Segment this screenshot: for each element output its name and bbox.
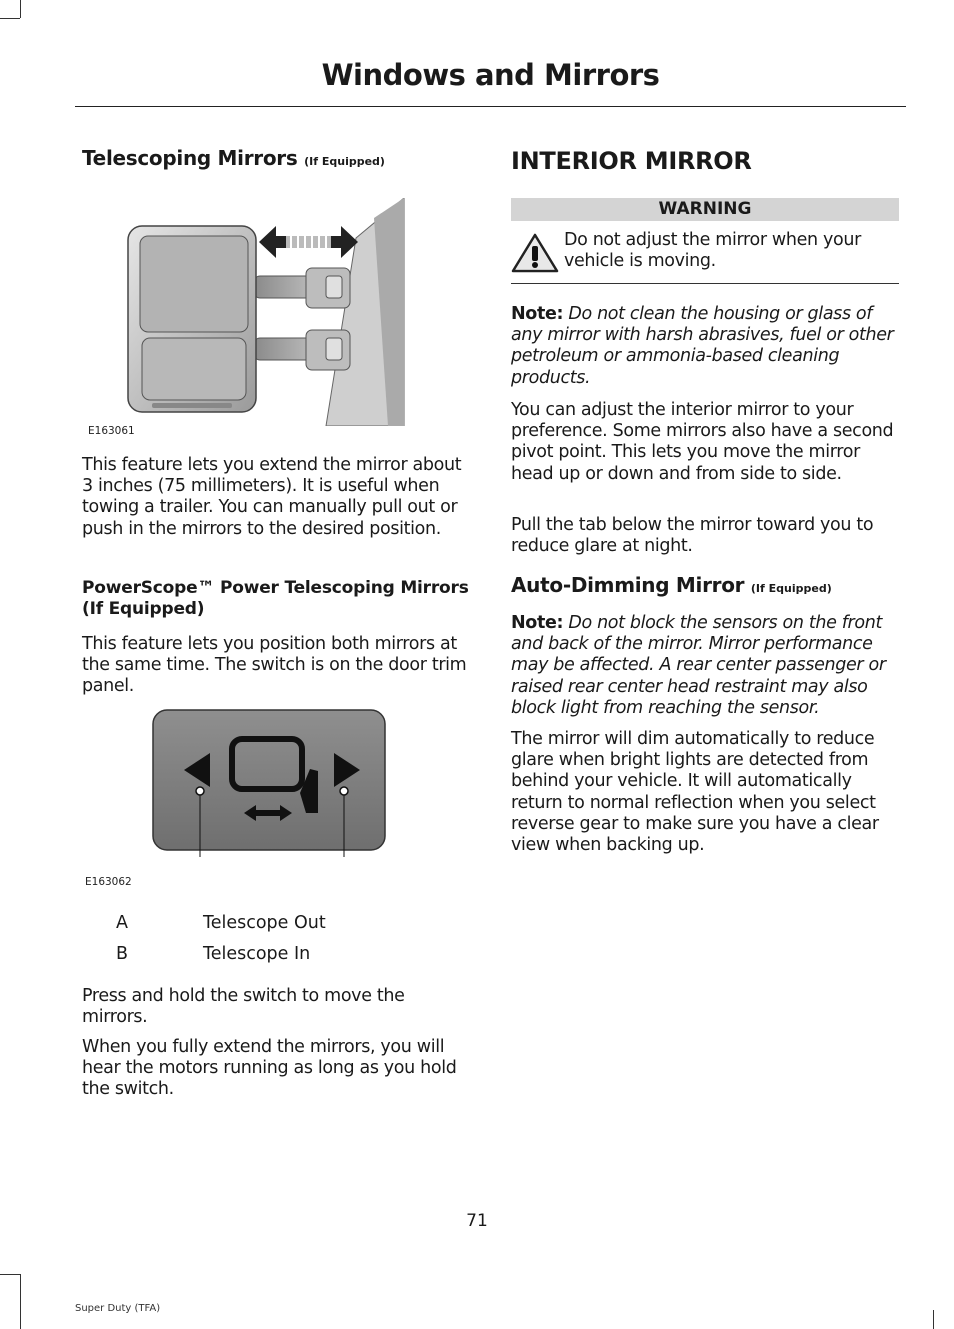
- crop-mark: [933, 1310, 934, 1329]
- crop-mark: [20, 0, 21, 18]
- auto-dimming-paragraph: The mirror will dim automatically to reduce glare when bright lights are detected from behind your vehicle. It will automatically return to normal reflection when you select reverse gear to make sure you have a clear view when backing up.: [511, 729, 879, 856]
- auto-dimming-note: [511, 613, 903, 719]
- crop-mark: [20, 1274, 21, 1329]
- note-label: Note:: [511, 304, 564, 324]
- fully-extend-paragraph: When you fully extend the mirrors, you will hear the motors running as long as you hold the switch.: [82, 1037, 457, 1100]
- telescoping-mirrors-heading: Telescoping Mirrors (If Equipped): [82, 146, 385, 170]
- interior-note: [511, 304, 903, 389]
- press-hold-paragraph: Press and hold the switch to move the mirrors.: [82, 986, 405, 1028]
- telescoping-mirror-illustration: [126, 198, 406, 426]
- legend-label: Telescope In: [203, 944, 311, 964]
- note-label: Note:: [511, 613, 564, 633]
- interior-adjust-paragraph: You can adjust the interior mirror to your preference. Some mirrors also have a second pivot point. This lets you move the mirror head up or down and from side to side.: [511, 400, 894, 484]
- title-divider: [75, 106, 906, 107]
- note-text: Do not block the sensors on the front and back of the mirror. Mirror performance may be affected. A rear center passenger or raised rear center head restraint may also block light from reaching the sensor.: [511, 613, 886, 718]
- powerscope-paragraph: This feature lets you position both mirrors at the same time. The switch is on the door trim panel.: [82, 634, 467, 697]
- telescoping-paragraph: This feature lets you extend the mirror about 3 inches (75 millimeters). It is useful when towing a trailer. You can manually pull out or push in the mirrors to the desired position.: [82, 455, 462, 539]
- footer-text: Super Duty (TFA): [75, 1303, 161, 1314]
- interior-tab-paragraph: Pull the tab below the mirror toward you to reduce glare at night.: [511, 515, 874, 557]
- crop-mark: [0, 1274, 20, 1275]
- powerscope-heading: PowerScope™ Power Telescoping Mirrors (If Equipped): [82, 578, 469, 619]
- legend-label: Telescope Out: [203, 913, 326, 933]
- warning-text: Do not adjust the mirror when your vehicle is moving.: [564, 230, 861, 272]
- legend-key: B: [116, 944, 129, 964]
- note-text: Do not clean the housing or glass of any mirror with harsh abrasives, fuel or other petroleum or ammonia-based cleaning products.: [511, 304, 894, 388]
- auto-dimming-heading: Auto-Dimming Mirror (If Equipped): [511, 573, 832, 597]
- figure-code: E163062: [85, 876, 132, 888]
- crop-mark: [0, 18, 20, 19]
- legend-key: A: [116, 913, 128, 933]
- powerscope-switch-illustration: [152, 709, 388, 857]
- warning-banner: WARNING: [511, 198, 899, 221]
- figure-code: E163061: [88, 425, 135, 437]
- page-number: 71: [466, 1211, 488, 1231]
- if-equipped-tag: (If Equipped): [304, 155, 385, 168]
- page-title: Windows and Mirrors: [321, 58, 660, 92]
- warning-triangle-icon: [511, 232, 559, 274]
- interior-mirror-heading: INTERIOR MIRROR: [511, 147, 752, 175]
- warning-divider: [511, 283, 899, 284]
- if-equipped-tag: (If Equipped): [750, 582, 832, 595]
